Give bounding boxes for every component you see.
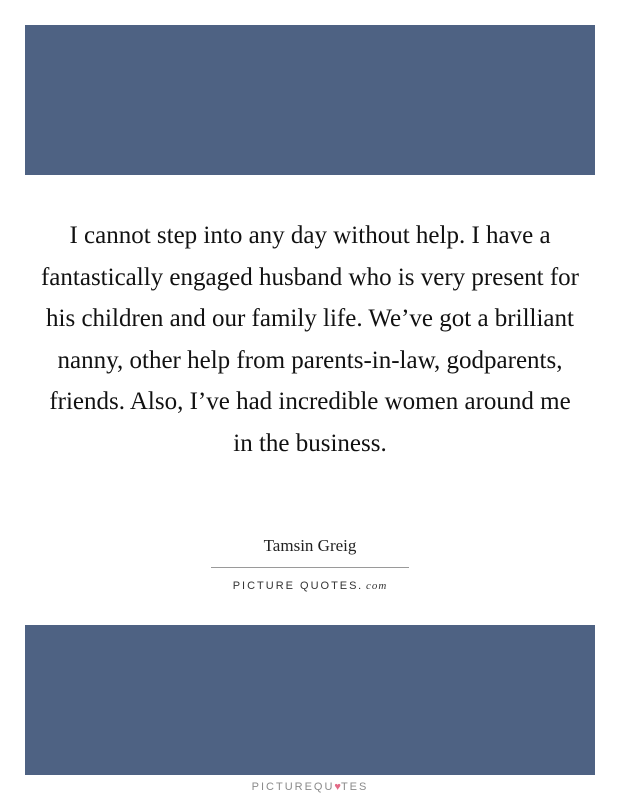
- heart-icon: ♥: [334, 781, 341, 793]
- footer-brand-before: PICTUREQU: [251, 781, 335, 793]
- brand-logo[interactable]: [210, 580, 410, 592]
- brand-suffix: . com: [358, 580, 388, 592]
- brand-name: PICTURE QUOTES: [232, 580, 359, 592]
- quote-text: I cannot step into any day without help. I have a fantastically engaged husband who is very present for his children and our family life. We’ve got a brilliant nanny, other help from parents-in-law, godparents, friends. Also, I’ve had incredible women around me in the business.: [40, 222, 580, 457]
- footer-brand-after: TES: [340, 781, 369, 793]
- author-divider: [211, 567, 409, 568]
- footer-brand-logo[interactable]: [0, 781, 620, 793]
- bottom-image-band: [25, 625, 595, 775]
- quote-author: Tamsin Greig: [263, 536, 357, 555]
- top-image-band: [25, 25, 595, 175]
